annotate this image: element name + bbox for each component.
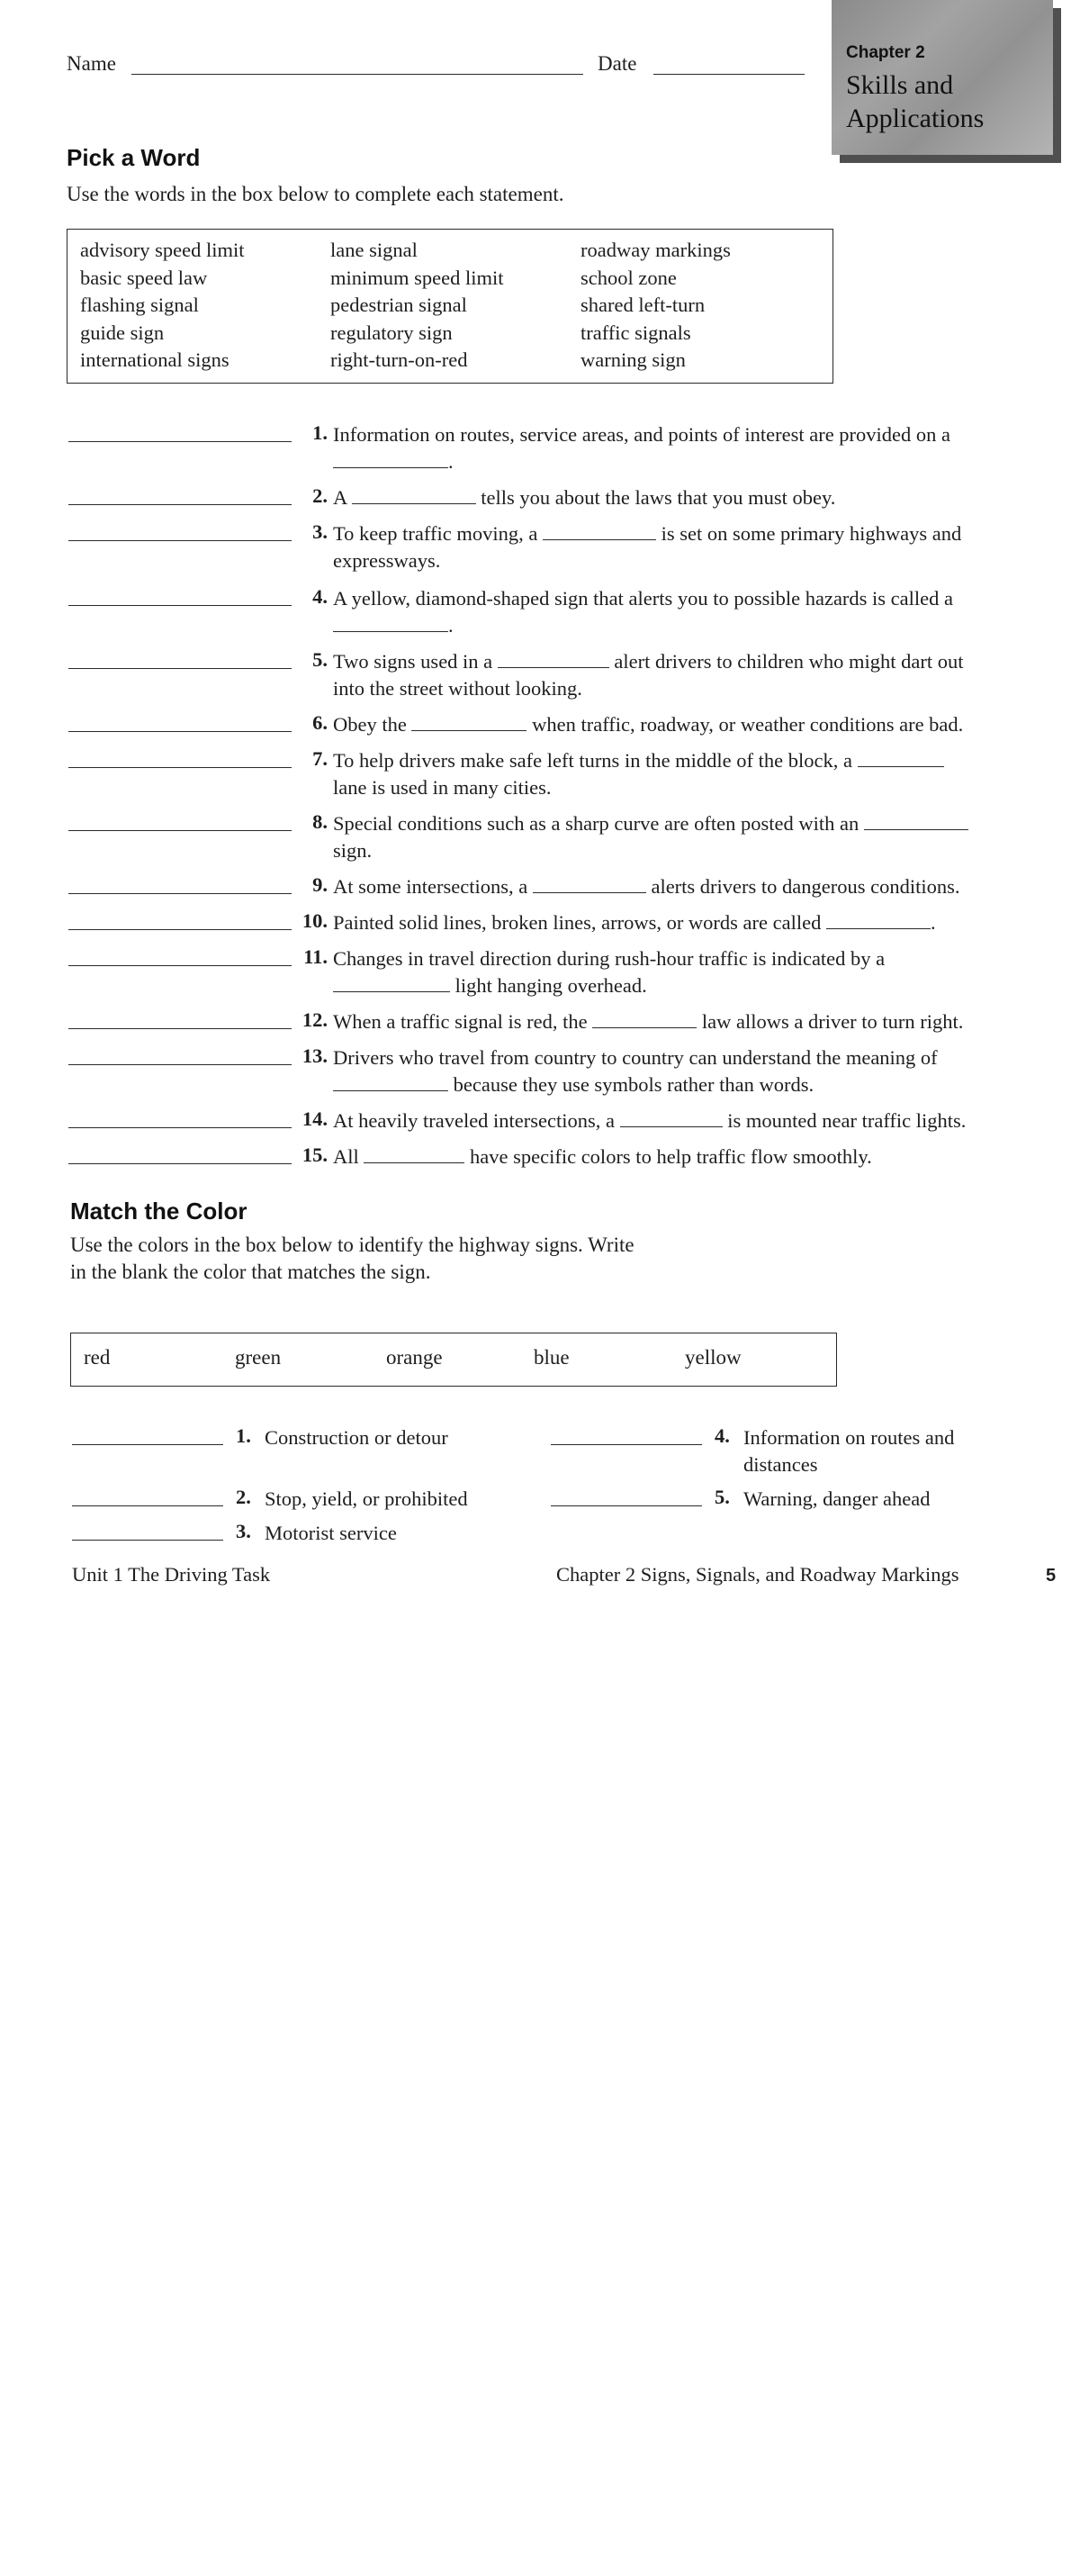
item-number: 4. (312, 585, 328, 608)
color-answer-blank[interactable] (72, 1505, 223, 1506)
pick-a-word-instructions: Use the words in the box below to complete each statement. (67, 183, 564, 205)
color-word-orange: orange (386, 1346, 443, 1369)
question-text: light hanging overhead. (454, 974, 647, 997)
question-text: All (333, 1145, 359, 1168)
answer-blank[interactable] (68, 1028, 292, 1029)
word-bank-word: minimum speed limit (330, 266, 504, 289)
color-answer-blank[interactable] (72, 1540, 223, 1541)
word-bank-word: pedestrian signal (330, 294, 467, 316)
question-text: . (931, 911, 936, 934)
inline-blank[interactable] (411, 712, 526, 731)
chapter-title-line2: Applications (846, 104, 985, 133)
answer-blank[interactable] (68, 830, 292, 831)
answer-blank[interactable] (68, 540, 292, 541)
word-bank-word: warning sign (580, 348, 686, 371)
word-bank-word: guide sign (80, 321, 165, 344)
item-number: 1. (312, 421, 328, 444)
question-text: lane is used in many cities. (333, 776, 552, 799)
question-text: is set on some primary highways and (661, 522, 962, 545)
match-item-text: Warning, danger ahead (743, 1487, 931, 1510)
name-label: Name (67, 52, 116, 75)
inline-blank[interactable] (858, 748, 944, 767)
question-text: is mounted near traffic lights. (727, 1109, 967, 1132)
answer-blank[interactable] (68, 504, 292, 505)
question-text: Information on routes, service areas, and points of interest are provided on a (333, 423, 951, 446)
footer-chapter: Chapter 2 Signs, Signals, and Roadway Markings (556, 1563, 959, 1586)
item-number: 5. (312, 648, 328, 671)
question-text: . (448, 614, 454, 637)
color-word-yellow: yellow (685, 1346, 742, 1369)
question-text: law allows a driver to turn right. (701, 1010, 964, 1033)
chapter-title-line1: Skills and (846, 70, 954, 100)
question-text: A yellow, diamond-shaped sign that alerts you to possible hazards is called a (333, 587, 954, 610)
word-bank-column-1 (80, 237, 244, 375)
match-item-number: 4. (715, 1424, 730, 1447)
question-item (333, 711, 1053, 738)
match-the-color-heading: Match the Color (70, 1198, 248, 1225)
word-bank (67, 229, 833, 384)
item-number: 7. (312, 747, 328, 770)
answer-blank[interactable] (68, 731, 292, 732)
item-number: 9. (312, 873, 328, 896)
question-text: tells you about the laws that you must obey. (481, 486, 836, 509)
color-word-red: red (84, 1346, 111, 1369)
question-text: into the street without looking. (333, 677, 582, 700)
question-item (333, 1107, 1053, 1134)
question-item (333, 873, 1053, 900)
question-text: expressways. (333, 549, 441, 572)
inline-blank[interactable] (592, 1009, 697, 1028)
item-number: 2. (312, 484, 328, 507)
word-bank-word: right-turn-on-red (330, 348, 468, 371)
question-text: Changes in travel direction during rush-hour traffic is indicated by a (333, 947, 886, 970)
match-item-number: 1. (236, 1424, 251, 1447)
question-text: sign. (333, 839, 373, 862)
question-text: because they use symbols rather than words. (453, 1073, 814, 1096)
question-text: Special conditions such as a sharp curve are often posted with an (333, 812, 860, 835)
match-item-text: Stop, yield, or prohibited (265, 1487, 468, 1510)
inline-blank[interactable] (864, 811, 968, 830)
question-text: when traffic, roadway, or weather conditions are bad. (532, 713, 964, 736)
match-item-text-line: distances (743, 1453, 818, 1476)
word-bank-word: regulatory sign (330, 321, 453, 344)
inline-blank[interactable] (352, 485, 476, 504)
color-word-green: green (235, 1346, 282, 1369)
question-text: Painted solid lines, broken lines, arrows, or words are called (333, 911, 822, 934)
footer-unit: Unit 1 The Driving Task (72, 1563, 271, 1586)
date-label: Date (598, 52, 637, 75)
answer-blank[interactable] (68, 1127, 292, 1128)
question-text: At heavily traveled intersections, a (333, 1109, 616, 1132)
answer-blank[interactable] (68, 767, 292, 768)
color-word-blue: blue (534, 1346, 570, 1369)
inline-blank[interactable] (498, 649, 609, 668)
page-number: 5 (1046, 1566, 1057, 1586)
item-number: 6. (312, 711, 328, 734)
answer-blank[interactable] (68, 893, 292, 894)
question-text: A (333, 486, 347, 509)
word-bank-word: roadway markings (580, 239, 731, 261)
question-text: have specific colors to help traffic flow smoothly. (470, 1145, 872, 1168)
item-number: 14. (302, 1107, 328, 1130)
question-item (333, 1143, 1053, 1170)
inline-blank[interactable] (533, 874, 646, 893)
answer-blank[interactable] (68, 965, 292, 966)
question-item (333, 484, 1053, 511)
item-number: 12. (302, 1008, 328, 1031)
question-item (333, 585, 1053, 639)
word-bank-word: advisory speed limit (80, 239, 245, 261)
item-number: 15. (302, 1143, 328, 1166)
question-text: Drivers who travel from country to country can understand the meaning of (333, 1046, 938, 1069)
answer-blank[interactable] (68, 668, 292, 669)
item-number: 10. (302, 909, 328, 932)
inline-blank[interactable] (826, 910, 931, 929)
name-field[interactable] (131, 74, 583, 75)
question-text: When a traffic signal is red, the (333, 1010, 588, 1033)
word-bank-word: traffic signals (580, 321, 691, 344)
chapter-tab (832, 0, 1053, 155)
inline-blank[interactable] (620, 1108, 723, 1127)
item-number: 3. (312, 520, 328, 543)
word-bank-column-2 (330, 237, 504, 375)
inline-blank[interactable] (543, 521, 656, 540)
inline-blank[interactable] (333, 1072, 448, 1091)
chapter-title (846, 68, 1044, 135)
color-answer-blank[interactable] (72, 1444, 223, 1445)
answer-blank[interactable] (68, 605, 292, 606)
word-bank-word: shared left-turn (580, 294, 706, 316)
instructions-line: in the blank the color that matches the sign. (70, 1261, 431, 1283)
date-field[interactable] (653, 74, 805, 75)
inline-blank[interactable] (333, 613, 448, 632)
question-text: To help drivers make safe left turns in the middle of the block, a (333, 749, 853, 772)
match-item-text: Construction or detour (265, 1426, 448, 1449)
question-text: alerts drivers to dangerous conditions. (651, 875, 960, 898)
color-answer-blank[interactable] (551, 1505, 702, 1506)
color-bank (70, 1333, 837, 1387)
word-bank-word: flashing signal (80, 294, 199, 316)
item-number: 13. (302, 1044, 328, 1067)
match-the-color-instructions (70, 1232, 634, 1286)
item-number: 8. (312, 810, 328, 833)
chapter-kicker: Chapter 2 (846, 43, 925, 62)
answer-blank[interactable] (68, 1163, 292, 1164)
answer-blank[interactable] (68, 1064, 292, 1065)
inline-blank[interactable] (333, 449, 448, 468)
question-item (333, 945, 1053, 999)
color-answer-blank[interactable] (551, 1444, 702, 1445)
question-item (333, 810, 1053, 864)
match-item-number: 5. (715, 1486, 730, 1508)
match-item-text-line: Information on routes and (743, 1426, 955, 1449)
instructions-line: Use the colors in the box below to identify the highway signs. Write (70, 1234, 634, 1256)
answer-blank[interactable] (68, 929, 292, 930)
question-text: . (448, 450, 454, 473)
question-item (333, 520, 1053, 574)
question-item (333, 1044, 1053, 1098)
word-bank-column-3 (580, 237, 731, 375)
question-text: Two signs used in a (333, 650, 493, 673)
word-bank-word: international signs (80, 348, 230, 371)
match-item-number: 2. (236, 1486, 251, 1508)
item-number: 11. (303, 945, 328, 968)
question-text: alert drivers to children who might dart out (614, 650, 964, 673)
question-text: At some intersections, a (333, 875, 528, 898)
match-item-text (743, 1424, 954, 1478)
question-item (333, 421, 1053, 475)
word-bank-word: lane signal (330, 239, 418, 261)
word-bank-word: school zone (580, 266, 677, 289)
answer-blank[interactable] (68, 441, 292, 442)
question-item (333, 909, 1053, 936)
inline-blank[interactable] (333, 973, 450, 992)
question-text: To keep traffic moving, a (333, 522, 538, 545)
pick-a-word-heading: Pick a Word (67, 144, 201, 171)
match-item-number: 3. (236, 1520, 251, 1542)
word-bank-word: basic speed law (80, 266, 208, 289)
question-text: Obey the (333, 713, 407, 736)
question-item (333, 747, 1053, 801)
match-item-text: Motorist service (265, 1522, 397, 1544)
question-item (333, 648, 1053, 702)
inline-blank[interactable] (364, 1144, 464, 1163)
question-item (333, 1008, 1053, 1035)
